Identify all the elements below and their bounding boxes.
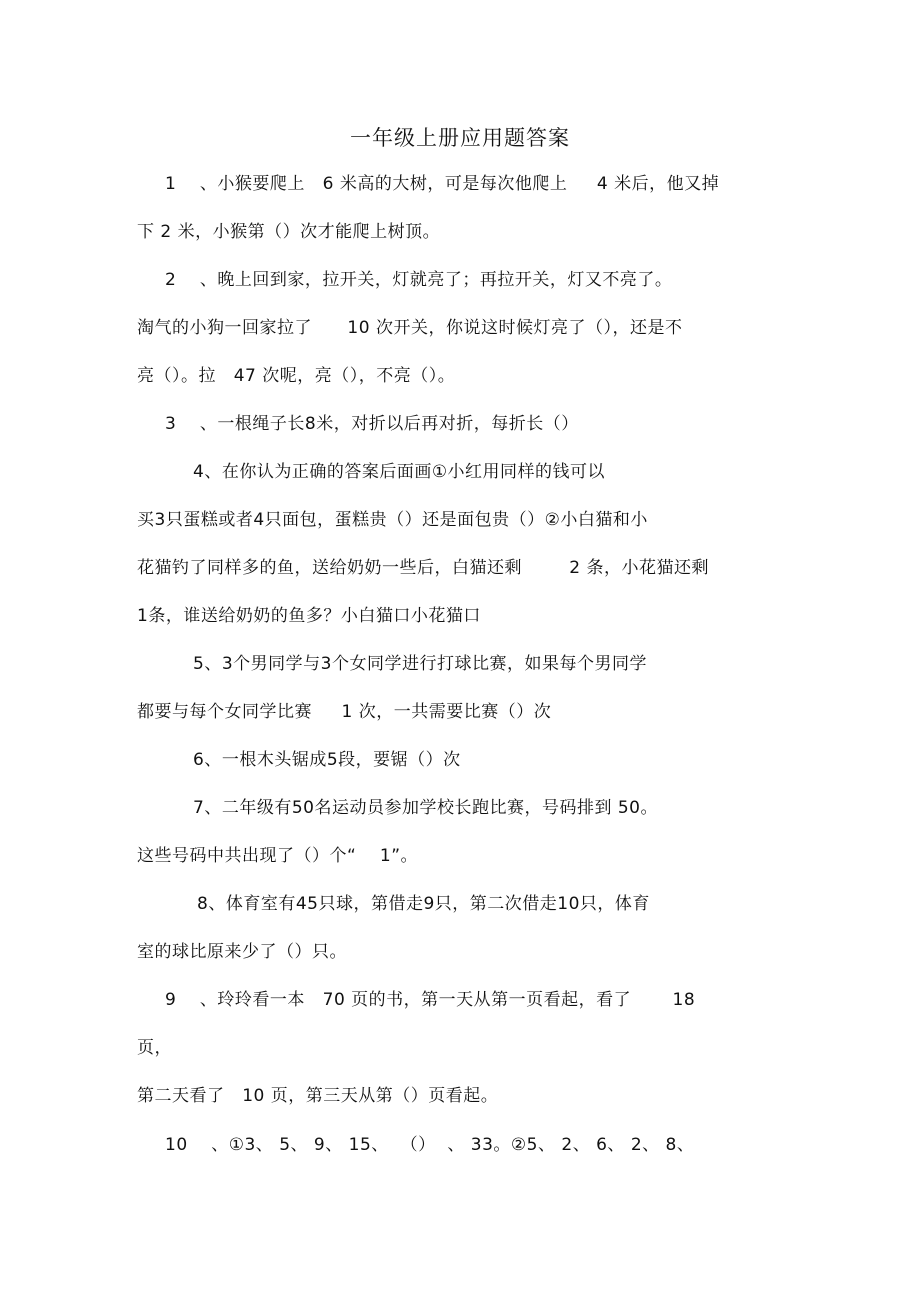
question-8-line-1: 8、体育室有45只球，第借走9只，第二次借走10只，体育: [197, 894, 650, 914]
question-5-line-1: 5、3个男同学与3个女同学进行打球比赛，如果每个男同学: [193, 654, 647, 674]
question-4-line-4: 1条，谁送给奶奶的鱼多？小白猫口小花猫口: [137, 606, 481, 626]
question-7-line-2: 这些号码中共出现了（）个“ 1”。: [137, 846, 419, 866]
question-6-line-1: 6、一根木头锯成5段，要锯（）次: [193, 750, 461, 770]
question-4-line-2: 买3只蛋糕或者4只面包，蛋糕贵（）还是面包贵（）②小白猫和小: [137, 510, 648, 530]
question-1-line-1: 1 、小猴要爬上 6 米高的大树，可是每次他爬上 4 米后，他又掉: [165, 174, 720, 194]
question-8-line-2: 室的球比原来少了（）只。: [137, 942, 347, 962]
question-1-line-2: 下 2 米，小猴第（）次才能爬上树顶。: [137, 222, 441, 242]
question-2-line-3: 亮（）。拉 47 次呢，亮（），不亮（）。: [137, 366, 456, 386]
question-9-line-2: 页，: [137, 1038, 172, 1058]
question-7-line-1: 7、二年级有50名运动员参加学校长跑比赛，号码排到 50。: [193, 798, 658, 818]
question-4-line-1: 4、在你认为正确的答案后面画①小红用同样的钱可以: [193, 462, 606, 482]
page-title: 一年级上册应用题答案: [350, 126, 570, 150]
question-9-line-1: 9 、玲玲看一本 70 页的书，第一天从第一页看起，看了 18: [165, 990, 696, 1010]
question-2-line-1: 2 、晚上回到家，拉开关，灯就亮了；再拉开关，灯又不亮了。: [165, 270, 673, 290]
question-4-line-3: 花猫钓了同样多的鱼，送给奶奶一些后，白猫还剩 2 条，小花猫还剩: [137, 558, 709, 578]
question-9-line-3: 第二天看了 10 页，第三天从第（）页看起。: [137, 1086, 499, 1106]
question-5-line-2: 都要与每个女同学比赛 1 次，一共需要比赛（）次: [137, 702, 552, 722]
question-2-line-2: 淘气的小狗一回家拉了 10 次开关，你说这时候灯亮了（），还是不: [137, 318, 683, 338]
question-3-line-1: 3 、一根绳子长8米，对折以后再对折，每折长（）: [165, 414, 579, 434]
question-10-line-1: 10 、①3、 5、 9、 15、 （） 、 33。②5、 2、 6、 2、 8、: [165, 1135, 695, 1155]
